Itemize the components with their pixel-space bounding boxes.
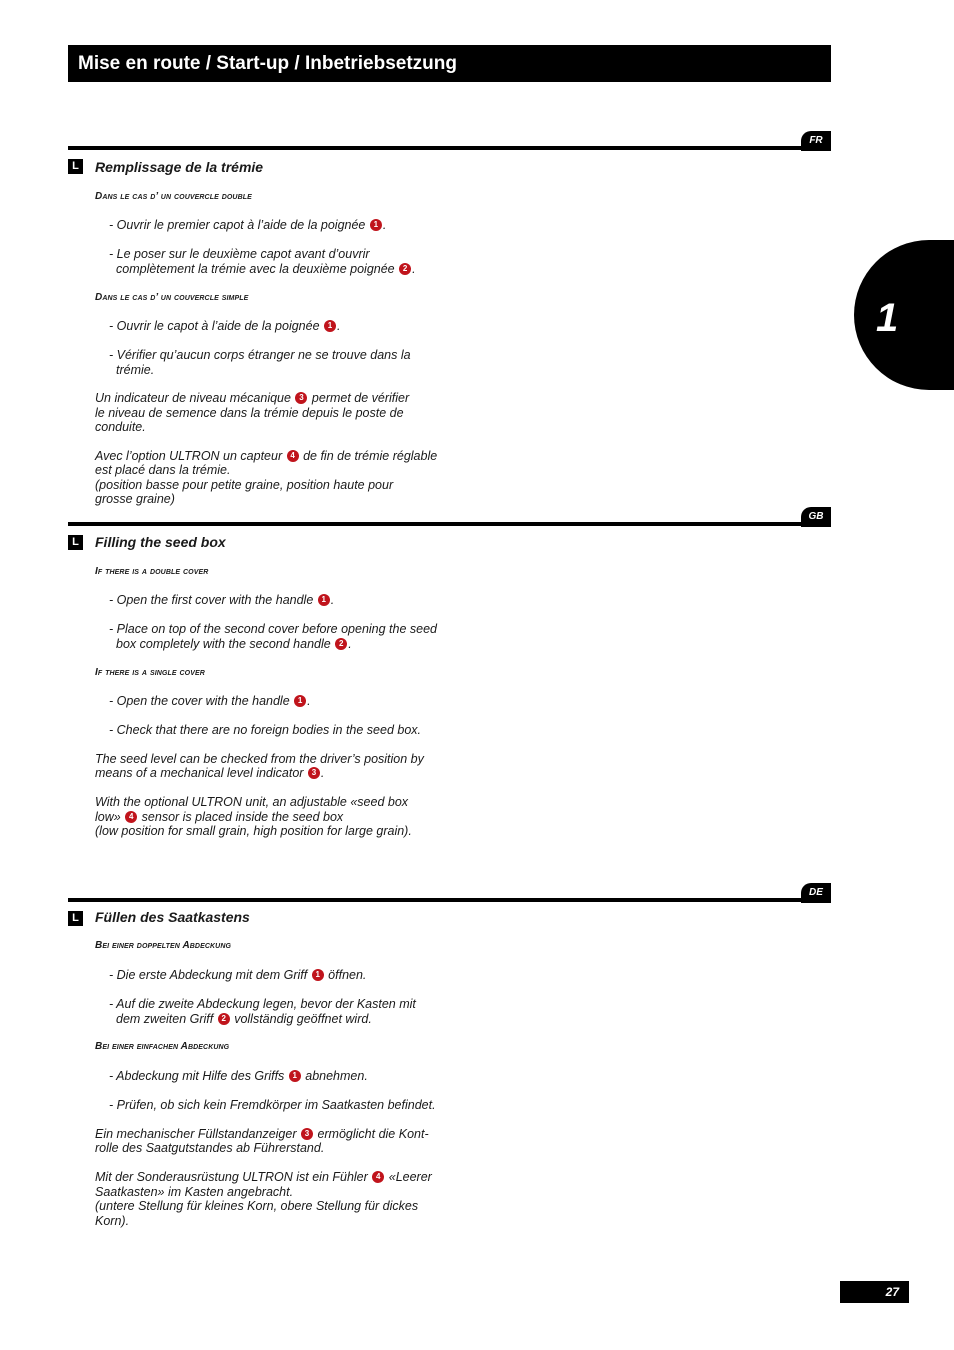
chapter-number: 1 xyxy=(876,296,899,340)
body-line: Saatkasten» im Kasten angebracht. xyxy=(95,1185,294,1199)
section-rule xyxy=(68,522,831,526)
callout-number: 4 xyxy=(372,1171,384,1183)
section-marker: L xyxy=(68,159,83,174)
body-line: (low position for small grain, high position for large grain). xyxy=(95,824,412,838)
lang-badge-de: DE xyxy=(801,883,831,903)
callout-number: 1 xyxy=(312,969,324,981)
section-rule xyxy=(68,146,831,150)
callout-number: 3 xyxy=(301,1128,313,1140)
subheading: Dans le cas d’ un couvercle simple xyxy=(95,292,249,303)
body-line: conduite. xyxy=(95,420,146,434)
body-line: (position basse pour petite graine, position haute pour xyxy=(95,478,394,492)
instruction-line: dem zweiten Griff 2 vollständig geöffnet wird. xyxy=(116,1012,372,1026)
subheading: If there is a single cover xyxy=(95,667,205,678)
instruction-line: - Prüfen, ob sich kein Fremdkörper im Saatkasten befindet. xyxy=(109,1098,436,1112)
lang-badge-gb: GB xyxy=(801,507,831,527)
instruction-line: - Vérifier qu’aucun corps étranger ne se trouve dans la xyxy=(109,348,411,362)
callout-number: 3 xyxy=(308,767,320,779)
instruction-line: - Open the cover with the handle 1 . xyxy=(109,694,311,708)
body-line: grosse graine) xyxy=(95,492,175,506)
body-line: est placé dans la trémie. xyxy=(95,463,231,477)
section-title: Füllen des Saatkastens xyxy=(95,909,250,925)
callout-number: 1 xyxy=(294,695,306,707)
subheading: Bei einer einfachen Abdeckung xyxy=(95,1041,230,1052)
callout-number: 2 xyxy=(399,263,411,275)
callout-number: 4 xyxy=(287,450,299,462)
page-number: 27 xyxy=(840,1281,909,1303)
instruction-line: complètement la trémie avec la deuxième poignée 2 . xyxy=(116,262,416,276)
section-marker: L xyxy=(68,911,83,926)
callout-number: 4 xyxy=(125,811,137,823)
section-rule xyxy=(68,898,831,902)
body-line: (untere Stellung für kleines Korn, obere Stellung für dickes xyxy=(95,1199,419,1213)
instruction-line: - Ouvrir le premier capot à l’aide de la poignée 1 . xyxy=(109,218,387,232)
callout-number: 2 xyxy=(218,1013,230,1025)
body-line: Un indicateur de niveau mécanique 3 permet de vérifier xyxy=(95,391,410,405)
body-line: le niveau de semence dans la trémie depuis le poste de xyxy=(95,406,404,420)
body-line: Mit der Sonderausrüstung ULTRON ist ein Fühler 4 «Leerer xyxy=(95,1170,432,1184)
subheading: Bei einer doppelten Abdeckung xyxy=(95,940,232,951)
instruction-line: - Auf die zweite Abdeckung legen, bevor der Kasten mit xyxy=(109,997,416,1011)
body-line: low» 4 sensor is placed inside the seed box xyxy=(95,810,344,824)
body-line: means of a mechanical level indicator 3 . xyxy=(95,766,325,780)
instruction-line: - Ouvrir le capot à l’aide de la poignée 1 . xyxy=(109,319,341,333)
instruction-line: box completely with the second handle 2 . xyxy=(116,637,352,651)
callout-number: 1 xyxy=(324,320,336,332)
body-line: rolle des Saatgutstandes ab Führerstand. xyxy=(95,1141,325,1155)
section-marker: L xyxy=(68,535,83,550)
instruction-line: - Check that there are no foreign bodies in the seed box. xyxy=(109,723,421,737)
body-line: With the optional ULTRON unit, an adjustable «seed box xyxy=(95,795,409,809)
subheading: If there is a double cover xyxy=(95,566,209,577)
subheading: Dans le cas d’ un couvercle double xyxy=(95,191,252,202)
instruction-line: - Open the first cover with the handle 1 . xyxy=(109,593,335,607)
callout-number: 1 xyxy=(318,594,330,606)
chapter-tab xyxy=(854,240,954,390)
body-line: Avec l’option ULTRON un capteur 4 de fin de trémie réglable xyxy=(95,449,438,463)
instruction-line: trémie. xyxy=(116,363,155,377)
callout-number: 1 xyxy=(370,219,382,231)
callout-number: 1 xyxy=(289,1070,301,1082)
instruction-line: - Le poser sur le deuxième capot avant d’ouvrir xyxy=(109,247,370,261)
body-line: Ein mechanischer Füllstandanzeiger 3 ermöglicht die Kont- xyxy=(95,1127,429,1141)
page-header-title: Mise en route / Start-up / Inbetriebsetzung xyxy=(78,53,457,74)
callout-number: 2 xyxy=(335,638,347,650)
callout-number: 3 xyxy=(295,392,307,404)
section-title: Remplissage de la trémie xyxy=(95,159,264,175)
body-line: The seed level can be checked from the driver’s position by xyxy=(95,752,424,766)
lang-badge-fr: FR xyxy=(801,131,831,151)
instruction-line: - Abdeckung mit Hilfe des Griffs 1 abnehmen. xyxy=(109,1069,368,1083)
section-title: Filling the seed box xyxy=(95,534,226,550)
body-line: Korn). xyxy=(95,1214,130,1228)
instruction-line: - Place on top of the second cover before opening the seed xyxy=(109,622,438,636)
instruction-line: - Die erste Abdeckung mit dem Griff 1 öffnen. xyxy=(109,968,367,982)
page-header xyxy=(68,45,831,82)
